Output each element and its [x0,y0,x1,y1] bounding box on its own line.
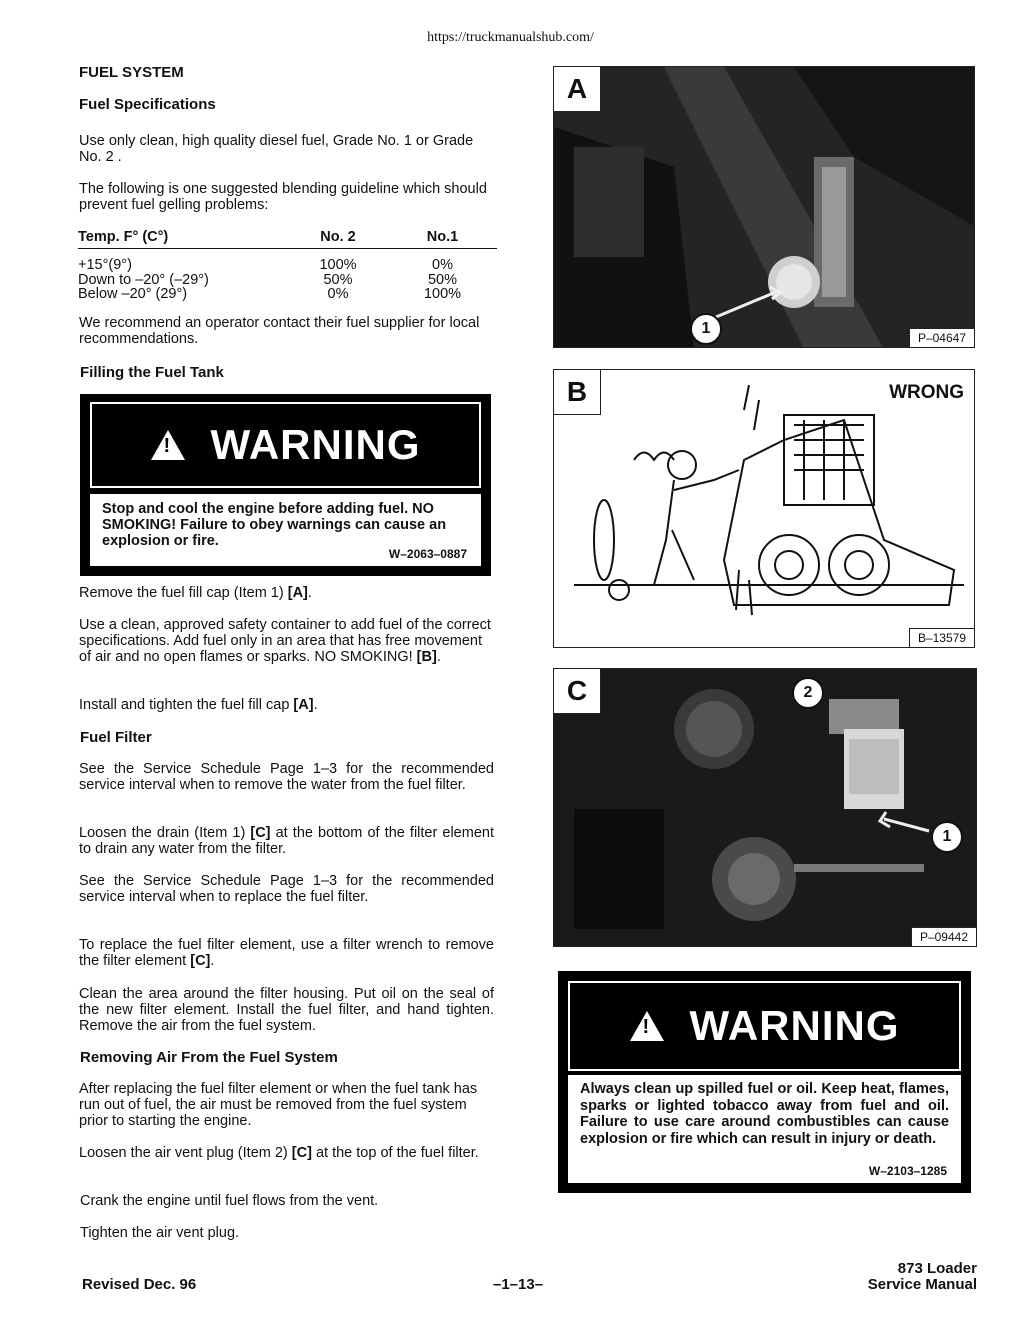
footer-model: 873 Loader [897,1260,977,1277]
table-header [78,229,497,249]
callout-2: 2 [792,677,824,709]
filling-heading: Filling the Fuel Tank [80,364,224,381]
table-cell: 100% [423,286,462,302]
fuel-spec-para1: Use only clean, high quality diesel fuel, Grade No. 1 or Grade No. 2 . [79,133,474,165]
table-cell: +15°(9°) [78,257,132,273]
air-p4: Tighten the air vent plug. [80,1225,240,1241]
air-heading: Removing Air From the Fuel System [80,1049,338,1066]
figure-ref-c[interactable]: [C] [190,953,211,969]
table-header-no2: No. 2 [320,229,356,245]
callout-1: 1 [931,821,963,853]
fuel-spec-heading: Fuel Specifications [79,96,216,113]
filter-p3: See the Service Schedule Page 1–3 for the recommended service interval when to replace the fuel filter. [79,873,494,905]
callout-1: 1 [690,313,722,345]
table-row [78,258,497,273]
footer-revised: Revised Dec. 96 [82,1276,197,1293]
fuel-spec-para2: The following is one suggested blending guideline which should prevent fuel gelling problems: [79,181,487,213]
filling-step1: Remove the fuel fill cap (Item 1) [A]. [79,585,312,601]
wrong-label: WRONG [889,382,964,403]
fuel-filter-photo [554,669,977,947]
filter-heading: Fuel Filter [80,729,152,746]
table-cell: 100% [319,257,357,273]
figure-a-photo [553,66,975,348]
air-p1: After replacing the fuel filter element or when the fuel tank has run out of fuel, the air must be removed from the fuel system prior to starting the engine. [79,1081,478,1129]
loader-illustration [554,370,975,648]
warning-code: W–2063–0887 [388,547,467,561]
filter-p1: See the Service Schedule Page 1–3 for the recommended service interval when to remove the water from the fuel filter. [79,761,494,793]
warning-text: Always clean up spilled fuel or oil. Keep heat, flames, sparks or lighted tobacco away from fuel and oil. Failure to use care around combustibles can cause explosion or fire which can result in injury or death. [580,1081,949,1147]
figure-c-code: P–09442 [911,927,976,946]
table-cell: Below –20° (29°) [78,286,188,302]
figure-c-photo [553,668,977,947]
table-cell: 50% [323,271,353,288]
figure-b-tag: B [554,370,601,415]
footer-page-number: –1–13– [493,1276,544,1293]
filling-step2: Use a clean, approved safety container to add fuel of the correct specifications. Add fuel only in an area that has free movement of air and no open flames or sparks. NO SMOKING! [B]. [79,617,491,665]
figure-a-tag: A [554,67,601,112]
table-row [78,273,497,288]
table-cell: Down to –20° (–29°) [78,271,209,288]
table-cell: 50% [427,271,458,288]
figure-a-code: P–04647 [909,328,974,347]
footer-manual-info [868,1261,977,1293]
warning-box-fuel [80,394,491,576]
filter-p5: Clean the area around the filter housing. Put oil on the seal of the new filter element. Install the fuel filter, and hand tighten. Remove the air from the fuel system. [79,986,494,1034]
figure-c-tag: C [554,669,601,714]
filter-p2: Loosen the drain (Item 1) [C] at the bottom of the filter element to drain any water from the filter. [79,825,494,857]
warning-box-combustibles [558,971,971,1193]
footer-manual: Service Manual [867,1276,977,1293]
figure-b-code: B–13579 [909,628,974,647]
figure-ref-c[interactable]: [C] [250,825,271,841]
filter-p4: To replace the fuel filter element, use a filter wrench to remove the filter element [C]. [79,937,494,969]
figure-b-illustration [553,369,975,648]
air-p2: Loosen the air vent plug (Item 2) [C] at the top of the fuel filter. [79,1145,479,1161]
warning-code: W–2103–1285 [868,1163,947,1178]
warning-title: WARNING [210,421,421,468]
filling-step3: Install and tighten the fuel fill cap [A]. [79,697,318,713]
figure-ref-a[interactable]: [A] [287,585,308,601]
section-title: FUEL SYSTEM [79,64,184,81]
warning-title: WARNING [689,1002,900,1049]
fuel-blend-table [78,229,497,302]
warning-triangle-icon: ! [151,430,185,460]
header-url[interactable]: https://truckmanualshub.com/ [427,30,594,45]
warning-text: Stop and cool the engine before adding fuel. NO SMOKING! Failure to obey warnings can cause an explosion or fire. [102,501,447,549]
fuel-spec-para3: We recommend an operator contact their fuel supplier for local recommendations. [79,315,480,347]
table-cell: 0% [327,286,349,302]
figure-ref-c[interactable]: [C] [291,1145,312,1161]
figure-ref-a[interactable]: [A] [293,697,314,713]
table-cell: 0% [432,257,453,273]
fuel-tank-photo [554,67,975,348]
table-row [78,287,497,302]
table-header-no1: No.1 [426,229,459,245]
figure-ref-b[interactable]: [B] [416,649,437,665]
table-header-temp: Temp. F° (C°) [78,229,169,245]
warning-triangle-icon: ! [630,1011,664,1041]
air-p3: Crank the engine until fuel flows from the vent. [80,1193,379,1209]
